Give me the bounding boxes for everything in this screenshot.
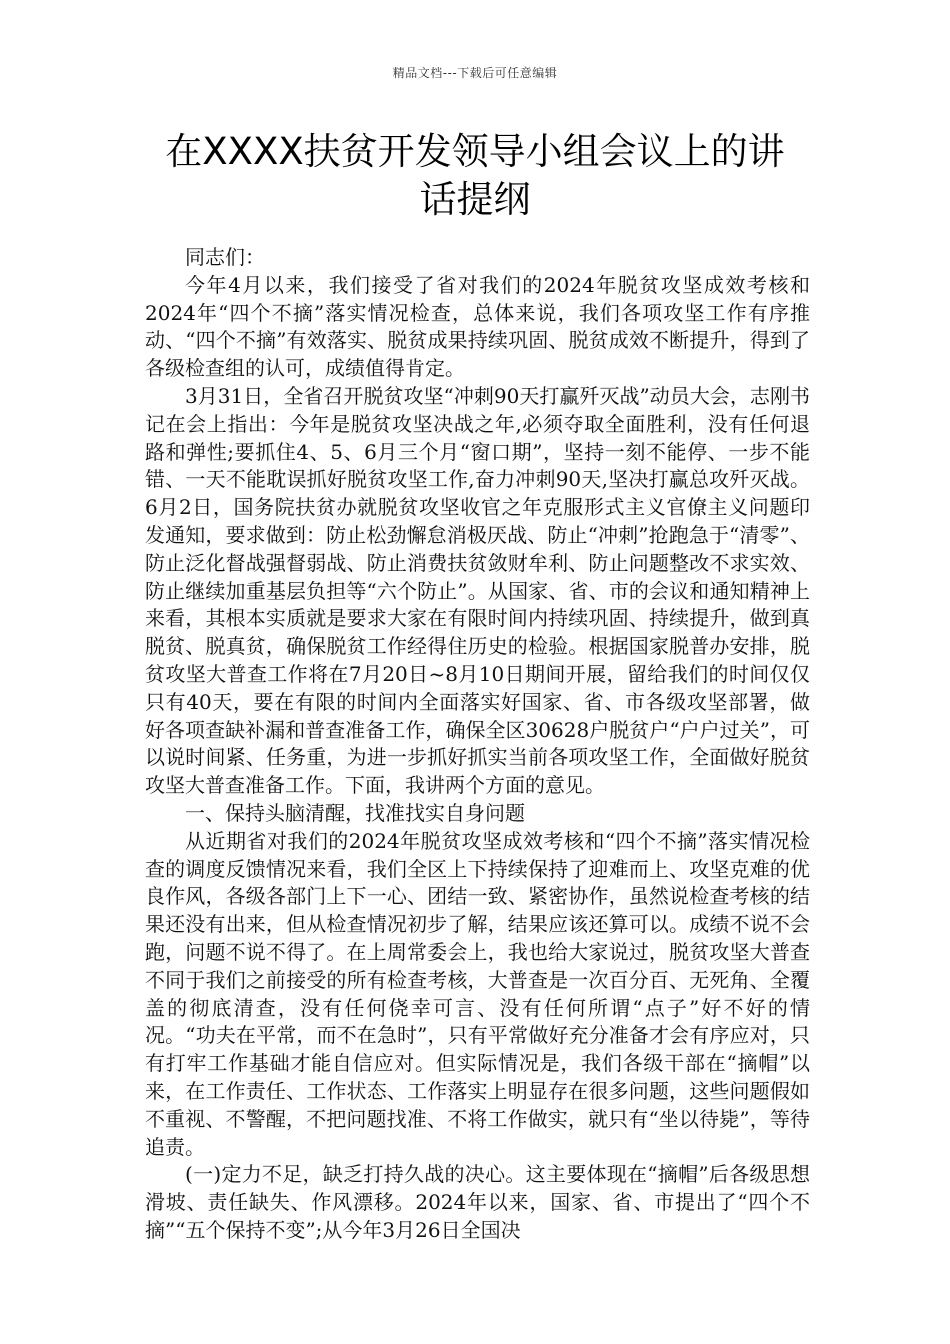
body-paragraph: 从近期省对我们的2024年脱贫攻坚成效考核和“四个不摘”落实情况检查的调度反馈情况来看，我们全区上下持续保持了迎难而上、攻坚克难的优良作风，各级各部门上下一心、团结一致、紧密协作，虽然说检查考核的结果还没有出来，但从检查情况初步了解，结果应该还算可以。成绩不说不会跑，问题不说不得了。在上周常委会上，我也给大家说过，脱贫攻坚大普查不同于我们之前接受的所有检查考核，大普查是一次百分百、无死角、全覆盖的彻底清查，没有任何侥幸可言、没有任何所谓“点子”好不好的情况。“功夫在平常，而不在急时”，只有平常做好充分准备才会有序应对，只有打牢工作基础才能自信应对。但实际情况是，我们各级干部在“摘帽”以来，在工作责任、工作状态、工作落实上明显存在很多问题，这些问题假如不重视、不警醒，不把问题找准、不将工作做实，就只有“坐以待毙”，等待追责。 <box>145 828 810 1159</box>
document-title: 在XXXX扶贫开发领导小组会议上的讲话提纲 <box>165 130 785 221</box>
body-paragraph: 3月31日，全省召开脱贫攻坚“冲刺90天打赢歼灭战”动员大会，志刚书记在会上指出：今年是脱贫攻坚决战之年,必须夺取全面胜利，没有任何退路和弹性;要抓住4、5、6月三个月“窗口期”，坚持一刻不能停、一步不能错、一天不能耽误抓好脱贫攻坚工作,奋力冲刺90天,坚决打赢总攻歼灭战。6月2日，国务院扶贫办就脱贫攻坚收官之年克服形式主义官僚主义问题印发通知，要求做到：防止松劲懈怠消极厌战、防止“冲刺”抢跑急于“清零”、防止泛化督战强督弱战、防止消费扶贫敛财牟利、防止问题整改不求实效、防止继续加重基层负担等“六个防止”。从国家、省、市的会议和通知精神上来看，其根本实质就是要求大家在有限时间内持续巩固、持续提升，做到真脱贫、脱真贫，确保脱贫工作经得住历史的检验。根据国家脱普办安排，脱贫攻坚大普查工作将在7月20日~8月10日期间开展，留给我们的时间仅仅只有40天，要在有限的时间内全面落实好国家、省、市各级攻坚部署，做好各项查缺补漏和普查准备工作，确保全区30628户脱贫户“户户过关”，可以说时间紧、任务重，为进一步抓好抓实当前各项攻坚工作，全面做好脱贫攻坚大普查准备工作。下面，我讲两个方面的意见。 <box>145 383 810 798</box>
section-heading: 一、保持头脑清醒，找准找实自身问题 <box>185 800 525 825</box>
body-paragraph: (一)定力不足，缺乏打持久战的决心。这主要体现在“摘帽”后各级思想滑坡、责任缺失、作风漂移。2024年以来，国家、省、市提出了“四个不摘”“五个保持不变”;从今年3月26日全国决 <box>145 1162 810 1242</box>
salutation: 同志们： <box>185 245 265 269</box>
document-body <box>145 244 810 1245</box>
page-header: 精品文档---下载后可任意编辑 <box>392 66 558 80</box>
body-paragraph: 今年4月以来，我们接受了省对我们的2024年脱贫攻坚成效考核和2024年“四个不摘”落实情况检查，总体来说，我们各项攻坚工作有序推动、“四个不摘”有效落实、脱贫成果持续巩固、脱贫成效不断提升，得到了各级检查组的认可，成绩值得肯定。 <box>145 272 810 381</box>
